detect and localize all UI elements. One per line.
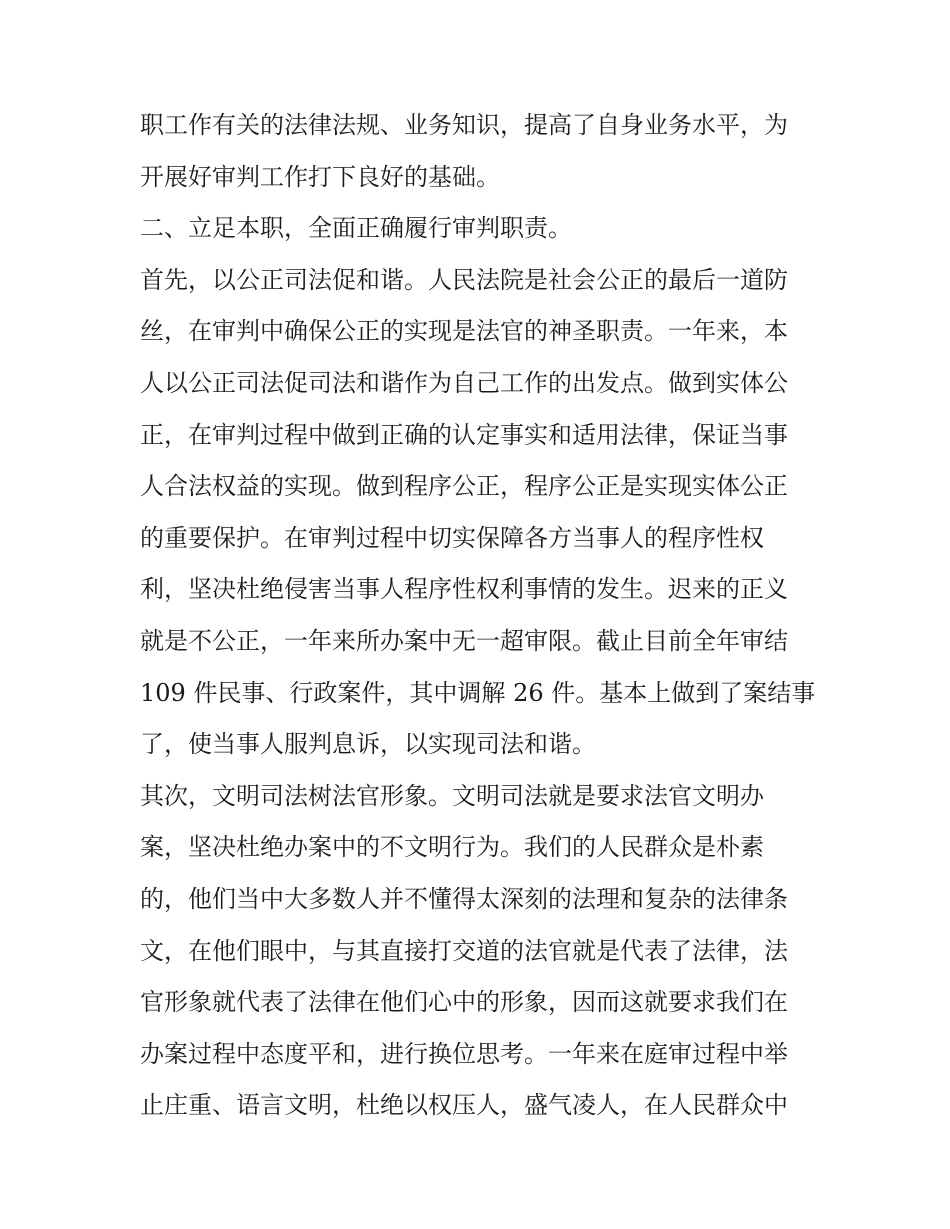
text-line: 首先，以公正司法促和谐。人民法院是社会公正的最后一道防 — [140, 265, 788, 294]
text-line: 丝，在审判中确保公正的实现是法官的神圣职责。一年来，本 — [140, 317, 788, 346]
text-line: 人合法权益的实现。做到程序公正，程序公正是实现实体公正 — [140, 472, 788, 501]
text-line: 开展好审判工作打下良好的基础。 — [140, 162, 500, 191]
text-line: 文，在他们眼中，与其直接打交道的法官就是代表了法律，法 — [140, 936, 788, 965]
text-line: 案，坚决杜绝办案中的不文明行为。我们的人民群众是朴素 — [140, 833, 764, 862]
text-line: 就是不公正，一年来所办案中无一超审限。截止目前全年审结 — [140, 626, 788, 655]
text-line: 的，他们当中大多数人并不懂得太深刻的法理和复杂的法律条 — [140, 884, 788, 913]
text-line: 止庄重、语言文明，杜绝以权压人，盛气凌人，在人民群众中 — [140, 1091, 788, 1120]
text-line: 官形象就代表了法律在他们心中的形象，因而这就要求我们在 — [140, 988, 788, 1017]
section-heading: 二、立足本职，全面正确履行审判职责。 — [140, 214, 572, 243]
text-line: 职工作有关的法律法规、业务知识，提高了自身业务水平，为 — [140, 111, 788, 139]
text-line: 办案过程中态度平和，进行换位思考。一年来在庭审过程中举 — [140, 1039, 788, 1068]
text-line: 的重要保护。在审判过程中切实保障各方当事人的程序性权 — [140, 523, 764, 552]
text-line: 人以公正司法促司法和谐作为自己工作的出发点。做到实体公 — [140, 368, 788, 397]
text-line: 利，坚决杜绝侵害当事人程序性权利事情的发生。迟来的正义 — [140, 575, 788, 604]
body-text — [140, 100, 830, 1132]
text-line: 了，使当事人服判息诉，以实现司法和谐。 — [140, 730, 596, 759]
text-line: 其次，文明司法树法官形象。文明司法就是要求法官文明办 — [140, 781, 764, 810]
text-line: 正，在审判过程中做到正确的认定事实和适用法律，保证当事 — [140, 420, 788, 449]
text-line: 109 件民事、行政案件，其中调解 26 件。基本上做到了案结事 — [140, 678, 816, 707]
